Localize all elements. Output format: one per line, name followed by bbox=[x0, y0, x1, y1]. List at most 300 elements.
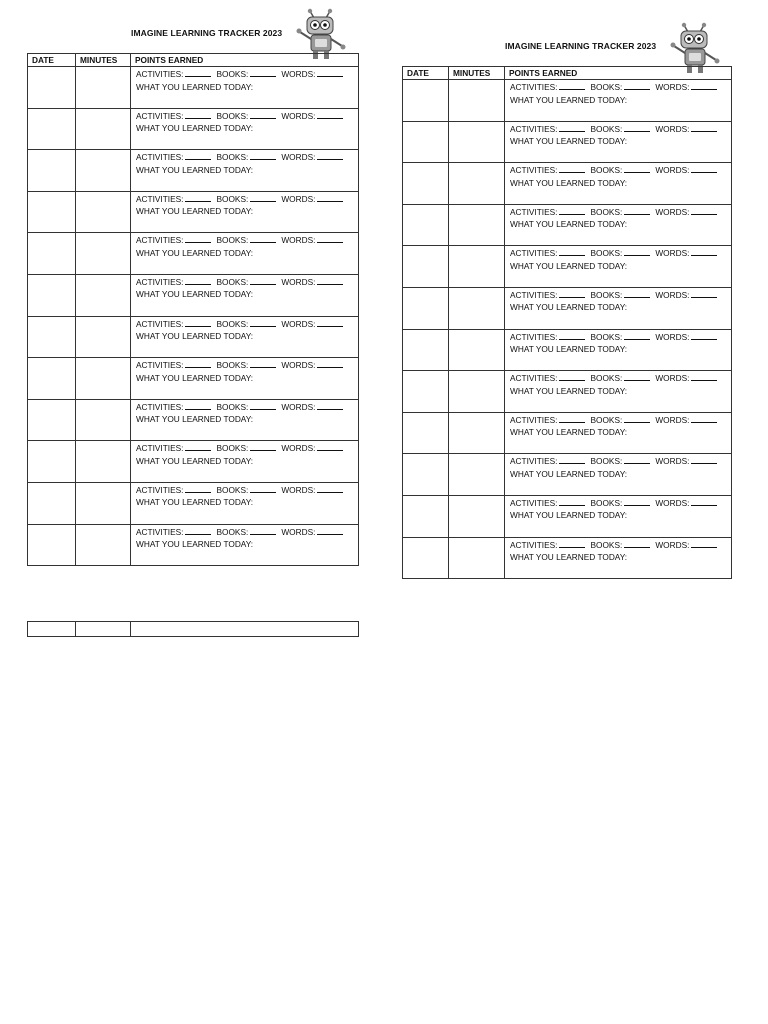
words-blank[interactable] bbox=[691, 164, 717, 173]
books-blank[interactable] bbox=[250, 193, 276, 202]
books-blank[interactable] bbox=[250, 401, 276, 410]
activities-label: ACTIVITIES: bbox=[510, 331, 558, 342]
learned-today-label: WHAT YOU LEARNED TODAY: bbox=[510, 219, 628, 230]
date-cell[interactable] bbox=[403, 121, 449, 163]
counts-line bbox=[510, 206, 731, 219]
words-label: WORDS: bbox=[281, 193, 316, 204]
date-cell[interactable] bbox=[403, 246, 449, 288]
minutes-cell[interactable] bbox=[76, 441, 131, 483]
date-cell[interactable] bbox=[28, 150, 76, 192]
table-row bbox=[28, 108, 359, 150]
learned-today-label: WHAT YOU LEARNED TODAY: bbox=[136, 123, 254, 134]
minutes-cell[interactable] bbox=[449, 80, 505, 122]
counts-line bbox=[136, 401, 358, 414]
points-cell[interactable] bbox=[505, 454, 732, 496]
learned-today-label: WHAT YOU LEARNED TODAY: bbox=[510, 468, 628, 479]
books-label: BOOKS: bbox=[216, 318, 249, 329]
books-label: BOOKS: bbox=[590, 206, 623, 217]
activities-blank[interactable] bbox=[559, 206, 585, 215]
date-cell[interactable] bbox=[28, 108, 76, 150]
words-blank[interactable] bbox=[691, 455, 717, 464]
activities-label: ACTIVITIES: bbox=[510, 206, 558, 217]
words-label: WORDS: bbox=[655, 206, 690, 217]
date-cell[interactable] bbox=[403, 329, 449, 371]
counts-line bbox=[136, 318, 358, 331]
learned-today-label: WHAT YOU LEARNED TODAY: bbox=[510, 177, 628, 188]
points-column-header: POINTS EARNED bbox=[505, 67, 732, 80]
table-row bbox=[403, 329, 732, 371]
words-blank[interactable] bbox=[317, 276, 343, 285]
words-label: WORDS: bbox=[655, 165, 690, 176]
table-row bbox=[28, 274, 359, 316]
activities-label: ACTIVITIES: bbox=[510, 165, 558, 176]
sheet-title: IMAGINE LEARNING TRACKER 2023 bbox=[131, 28, 283, 38]
counts-line bbox=[136, 193, 358, 206]
activities-blank[interactable] bbox=[185, 442, 211, 451]
activities-blank[interactable] bbox=[185, 318, 211, 327]
words-blank[interactable] bbox=[317, 401, 343, 410]
books-blank[interactable] bbox=[624, 164, 650, 173]
books-blank[interactable] bbox=[624, 539, 650, 548]
words-blank[interactable] bbox=[317, 318, 343, 327]
words-label: WORDS: bbox=[281, 276, 316, 287]
date-cell[interactable] bbox=[403, 537, 449, 579]
words-label: WORDS: bbox=[655, 373, 690, 384]
counts-line bbox=[510, 331, 731, 344]
date-cell[interactable] bbox=[28, 358, 76, 400]
books-label: BOOKS: bbox=[590, 165, 623, 176]
activities-label: ACTIVITIES: bbox=[510, 248, 558, 259]
points-cell[interactable] bbox=[131, 191, 359, 233]
words-label: WORDS: bbox=[655, 497, 690, 508]
table-row bbox=[28, 524, 359, 566]
activities-label: ACTIVITIES: bbox=[136, 110, 184, 121]
table-row bbox=[28, 482, 359, 524]
minutes-cell[interactable] bbox=[449, 537, 505, 579]
activities-blank[interactable] bbox=[185, 110, 211, 119]
points-cell[interactable] bbox=[505, 495, 732, 537]
books-label: BOOKS: bbox=[590, 289, 623, 300]
activities-blank[interactable] bbox=[559, 289, 585, 298]
words-blank[interactable] bbox=[691, 414, 717, 423]
date-cell[interactable] bbox=[28, 233, 76, 275]
minutes-cell[interactable] bbox=[449, 246, 505, 288]
counts-line bbox=[136, 151, 358, 164]
counts-line bbox=[510, 81, 731, 94]
books-label: BOOKS: bbox=[590, 373, 623, 384]
books-label: BOOKS: bbox=[216, 69, 249, 79]
points-cell[interactable] bbox=[505, 287, 732, 329]
minutes-cell[interactable] bbox=[449, 121, 505, 163]
activities-blank[interactable] bbox=[559, 164, 585, 173]
activities-blank[interactable] bbox=[185, 484, 211, 493]
counts-line bbox=[510, 164, 731, 177]
books-blank[interactable] bbox=[624, 206, 650, 215]
words-blank[interactable] bbox=[317, 151, 343, 160]
books-label: BOOKS: bbox=[590, 456, 623, 467]
books-blank[interactable] bbox=[624, 372, 650, 381]
date-cell[interactable] bbox=[28, 441, 76, 483]
words-label: WORDS: bbox=[281, 443, 316, 454]
activities-label: ACTIVITIES: bbox=[510, 82, 558, 92]
words-blank[interactable] bbox=[691, 81, 717, 90]
words-label: WORDS: bbox=[655, 82, 690, 92]
minutes-column-header: MINUTES bbox=[449, 67, 505, 80]
words-label: WORDS: bbox=[281, 318, 316, 329]
words-label: WORDS: bbox=[655, 331, 690, 342]
counts-line bbox=[510, 414, 731, 427]
counts-line bbox=[136, 234, 358, 247]
table-row bbox=[403, 121, 732, 163]
books-label: BOOKS: bbox=[216, 110, 249, 121]
books-blank[interactable] bbox=[624, 247, 650, 256]
activities-blank[interactable] bbox=[185, 526, 211, 535]
words-blank[interactable] bbox=[691, 289, 717, 298]
learned-today-label: WHAT YOU LEARNED TODAY: bbox=[136, 289, 254, 300]
books-label: BOOKS: bbox=[216, 360, 249, 371]
counts-line bbox=[510, 123, 731, 136]
date-cell[interactable] bbox=[28, 524, 76, 566]
date-cell[interactable] bbox=[28, 482, 76, 524]
tracker-rows bbox=[403, 80, 732, 579]
books-label: BOOKS: bbox=[216, 484, 249, 495]
learned-today-label: WHAT YOU LEARNED TODAY: bbox=[510, 385, 628, 396]
learned-today-label: WHAT YOU LEARNED TODAY: bbox=[136, 497, 254, 508]
points-cell[interactable] bbox=[131, 67, 359, 109]
points-cell[interactable] bbox=[505, 371, 732, 413]
minutes-cell[interactable] bbox=[76, 358, 131, 400]
counts-line bbox=[136, 110, 358, 123]
words-blank[interactable] bbox=[317, 526, 343, 535]
activities-blank[interactable] bbox=[559, 123, 585, 132]
counts-line bbox=[510, 497, 731, 510]
activities-label: ACTIVITIES: bbox=[136, 318, 184, 329]
words-blank[interactable] bbox=[691, 539, 717, 548]
learned-today-label: WHAT YOU LEARNED TODAY: bbox=[136, 164, 254, 175]
points-cell[interactable] bbox=[131, 524, 359, 566]
words-blank[interactable] bbox=[317, 110, 343, 119]
points-cell[interactable] bbox=[505, 329, 732, 371]
minutes-column-header: MINUTES bbox=[76, 54, 131, 67]
activities-blank[interactable] bbox=[559, 455, 585, 464]
counts-line bbox=[136, 526, 358, 539]
activities-label: ACTIVITIES: bbox=[136, 276, 184, 287]
activities-blank[interactable] bbox=[559, 331, 585, 340]
words-label: WORDS: bbox=[655, 456, 690, 467]
activities-blank[interactable] bbox=[185, 68, 211, 77]
points-cell[interactable] bbox=[131, 399, 359, 441]
minutes-cell[interactable] bbox=[76, 191, 131, 233]
minutes-cell[interactable] bbox=[76, 274, 131, 316]
books-label: BOOKS: bbox=[216, 443, 249, 454]
learned-today-label: WHAT YOU LEARNED TODAY: bbox=[510, 94, 628, 105]
books-label: BOOKS: bbox=[590, 123, 623, 134]
words-label: WORDS: bbox=[655, 248, 690, 259]
activities-label: ACTIVITIES: bbox=[510, 373, 558, 384]
table-row bbox=[28, 67, 359, 109]
books-blank[interactable] bbox=[624, 331, 650, 340]
learned-today-label: WHAT YOU LEARNED TODAY: bbox=[136, 372, 254, 383]
books-blank[interactable] bbox=[250, 276, 276, 285]
books-label: BOOKS: bbox=[590, 414, 623, 425]
minutes-cell[interactable] bbox=[76, 233, 131, 275]
table-row bbox=[28, 191, 359, 233]
activities-label: ACTIVITIES: bbox=[136, 69, 184, 79]
activities-label: ACTIVITIES: bbox=[136, 193, 184, 204]
points-cell[interactable] bbox=[131, 441, 359, 483]
counts-line bbox=[510, 289, 731, 302]
activities-blank[interactable] bbox=[185, 359, 211, 368]
learned-today-label: WHAT YOU LEARNED TODAY: bbox=[136, 81, 254, 92]
points-cell[interactable] bbox=[131, 316, 359, 358]
table-row bbox=[28, 441, 359, 483]
extra-minutes-cell[interactable] bbox=[76, 622, 131, 637]
minutes-cell[interactable] bbox=[449, 329, 505, 371]
points-cell[interactable] bbox=[131, 150, 359, 192]
points-cell[interactable] bbox=[131, 233, 359, 275]
table-row bbox=[403, 204, 732, 246]
points-cell[interactable] bbox=[131, 108, 359, 150]
minutes-cell[interactable] bbox=[449, 495, 505, 537]
minutes-cell[interactable] bbox=[449, 163, 505, 205]
extra-points-cell[interactable] bbox=[131, 622, 359, 637]
learned-today-label: WHAT YOU LEARNED TODAY: bbox=[510, 552, 628, 563]
counts-line bbox=[510, 372, 731, 385]
date-column-header: DATE bbox=[403, 67, 449, 80]
points-cell[interactable] bbox=[131, 274, 359, 316]
points-cell[interactable] bbox=[505, 163, 732, 205]
words-blank[interactable] bbox=[691, 206, 717, 215]
counts-line bbox=[510, 247, 731, 260]
minutes-cell[interactable] bbox=[449, 412, 505, 454]
activities-label: ACTIVITIES: bbox=[136, 401, 184, 412]
words-blank[interactable] bbox=[691, 497, 717, 506]
tracker-table bbox=[27, 53, 359, 566]
activities-label: ACTIVITIES: bbox=[510, 123, 558, 134]
learned-today-label: WHAT YOU LEARNED TODAY: bbox=[136, 414, 254, 425]
books-blank[interactable] bbox=[250, 484, 276, 493]
date-cell[interactable] bbox=[28, 274, 76, 316]
books-label: BOOKS: bbox=[590, 248, 623, 259]
tracker-table bbox=[402, 66, 732, 579]
date-cell[interactable] bbox=[28, 316, 76, 358]
activities-blank[interactable] bbox=[185, 276, 211, 285]
table-row bbox=[403, 80, 732, 122]
learned-today-label: WHAT YOU LEARNED TODAY: bbox=[510, 510, 628, 521]
learned-today-label: WHAT YOU LEARNED TODAY: bbox=[510, 427, 628, 438]
learned-today-label: WHAT YOU LEARNED TODAY: bbox=[510, 344, 628, 355]
words-blank[interactable] bbox=[691, 372, 717, 381]
minutes-cell[interactable] bbox=[449, 287, 505, 329]
books-label: BOOKS: bbox=[216, 193, 249, 204]
activities-blank[interactable] bbox=[559, 372, 585, 381]
learned-today-label: WHAT YOU LEARNED TODAY: bbox=[510, 136, 628, 147]
books-label: BOOKS: bbox=[216, 526, 249, 537]
table-row bbox=[403, 246, 732, 288]
table-row bbox=[403, 537, 732, 579]
activities-label: ACTIVITIES: bbox=[510, 289, 558, 300]
books-blank[interactable] bbox=[250, 526, 276, 535]
points-column-header: POINTS EARNED bbox=[131, 54, 359, 67]
books-blank[interactable] bbox=[624, 414, 650, 423]
table-row bbox=[28, 316, 359, 358]
activities-label: ACTIVITIES: bbox=[510, 456, 558, 467]
minutes-cell[interactable] bbox=[76, 316, 131, 358]
activities-blank[interactable] bbox=[559, 81, 585, 90]
table-row bbox=[28, 399, 359, 441]
sheet-title: IMAGINE LEARNING TRACKER 2023 bbox=[505, 41, 657, 51]
activities-blank[interactable] bbox=[185, 401, 211, 410]
words-label: WORDS: bbox=[281, 360, 316, 371]
books-label: BOOKS: bbox=[216, 276, 249, 287]
counts-line bbox=[136, 68, 358, 81]
activities-blank[interactable] bbox=[559, 539, 585, 548]
table-row bbox=[403, 454, 732, 496]
words-label: WORDS: bbox=[655, 123, 690, 134]
points-cell[interactable] bbox=[505, 412, 732, 454]
counts-line bbox=[136, 484, 358, 497]
points-cell[interactable] bbox=[505, 537, 732, 579]
words-blank[interactable] bbox=[691, 123, 717, 132]
date-cell[interactable] bbox=[403, 163, 449, 205]
counts-line bbox=[136, 359, 358, 372]
activities-label: ACTIVITIES: bbox=[136, 443, 184, 454]
tracker-rows bbox=[28, 67, 359, 566]
learned-today-label: WHAT YOU LEARNED TODAY: bbox=[136, 206, 254, 217]
books-blank[interactable] bbox=[250, 68, 276, 77]
activities-blank[interactable] bbox=[559, 497, 585, 506]
activities-blank[interactable] bbox=[559, 414, 585, 423]
books-label: BOOKS: bbox=[590, 497, 623, 508]
words-label: WORDS: bbox=[281, 526, 316, 537]
extra-empty-row bbox=[27, 621, 359, 637]
date-cell[interactable] bbox=[403, 287, 449, 329]
table-header-row bbox=[28, 54, 359, 67]
books-blank[interactable] bbox=[250, 318, 276, 327]
date-cell[interactable] bbox=[403, 204, 449, 246]
table-row bbox=[28, 150, 359, 192]
books-blank[interactable] bbox=[250, 234, 276, 243]
table-row bbox=[403, 371, 732, 413]
points-cell[interactable] bbox=[505, 121, 732, 163]
activities-label: ACTIVITIES: bbox=[136, 360, 184, 371]
learned-today-label: WHAT YOU LEARNED TODAY: bbox=[136, 331, 254, 342]
words-label: WORDS: bbox=[655, 289, 690, 300]
words-blank[interactable] bbox=[691, 331, 717, 340]
date-cell[interactable] bbox=[403, 80, 449, 122]
words-blank[interactable] bbox=[317, 68, 343, 77]
books-blank[interactable] bbox=[624, 123, 650, 132]
minutes-cell[interactable] bbox=[449, 204, 505, 246]
activities-label: ACTIVITIES: bbox=[510, 497, 558, 508]
words-label: WORDS: bbox=[281, 484, 316, 495]
extra-date-cell[interactable] bbox=[28, 622, 76, 637]
table-row bbox=[28, 233, 359, 275]
books-label: BOOKS: bbox=[590, 539, 623, 550]
minutes-cell[interactable] bbox=[76, 150, 131, 192]
books-label: BOOKS: bbox=[216, 152, 249, 163]
counts-line bbox=[510, 539, 731, 552]
date-cell[interactable] bbox=[403, 454, 449, 496]
learned-today-label: WHAT YOU LEARNED TODAY: bbox=[136, 455, 254, 466]
books-label: BOOKS: bbox=[216, 235, 249, 246]
words-blank[interactable] bbox=[317, 193, 343, 202]
learned-today-label: WHAT YOU LEARNED TODAY: bbox=[510, 302, 628, 313]
activities-label: ACTIVITIES: bbox=[510, 539, 558, 550]
activities-blank[interactable] bbox=[559, 247, 585, 256]
books-blank[interactable] bbox=[624, 455, 650, 464]
learned-today-label: WHAT YOU LEARNED TODAY: bbox=[136, 539, 254, 550]
activities-label: ACTIVITIES: bbox=[136, 526, 184, 537]
words-blank[interactable] bbox=[317, 484, 343, 493]
learned-today-label: WHAT YOU LEARNED TODAY: bbox=[136, 247, 254, 258]
date-cell[interactable] bbox=[28, 191, 76, 233]
date-cell[interactable] bbox=[28, 399, 76, 441]
learned-today-label: WHAT YOU LEARNED TODAY: bbox=[510, 260, 628, 271]
activities-label: ACTIVITIES: bbox=[136, 235, 184, 246]
minutes-cell[interactable] bbox=[76, 482, 131, 524]
words-label: WORDS: bbox=[655, 414, 690, 425]
table-row bbox=[28, 358, 359, 400]
books-blank[interactable] bbox=[250, 151, 276, 160]
table-row bbox=[403, 412, 732, 454]
minutes-cell[interactable] bbox=[76, 108, 131, 150]
words-blank[interactable] bbox=[317, 359, 343, 368]
books-blank[interactable] bbox=[250, 110, 276, 119]
books-blank[interactable] bbox=[624, 289, 650, 298]
date-cell[interactable] bbox=[28, 67, 76, 109]
table-header-row bbox=[403, 67, 732, 80]
points-cell[interactable] bbox=[505, 246, 732, 288]
words-blank[interactable] bbox=[317, 442, 343, 451]
words-label: WORDS: bbox=[281, 110, 316, 121]
minutes-cell[interactable] bbox=[76, 399, 131, 441]
points-cell[interactable] bbox=[505, 80, 732, 122]
minutes-cell[interactable] bbox=[449, 454, 505, 496]
date-column-header: DATE bbox=[28, 54, 76, 67]
points-cell[interactable] bbox=[505, 204, 732, 246]
books-blank[interactable] bbox=[624, 81, 650, 90]
words-blank[interactable] bbox=[691, 247, 717, 256]
date-cell[interactable] bbox=[403, 495, 449, 537]
counts-line bbox=[136, 276, 358, 289]
activities-label: ACTIVITIES: bbox=[136, 152, 184, 163]
minutes-cell[interactable] bbox=[76, 67, 131, 109]
books-label: BOOKS: bbox=[590, 82, 623, 92]
minutes-cell[interactable] bbox=[449, 371, 505, 413]
points-cell[interactable] bbox=[131, 482, 359, 524]
words-label: WORDS: bbox=[281, 235, 316, 246]
words-label: WORDS: bbox=[281, 69, 316, 79]
books-blank[interactable] bbox=[250, 442, 276, 451]
counts-line bbox=[136, 442, 358, 455]
books-blank[interactable] bbox=[250, 359, 276, 368]
words-blank[interactable] bbox=[317, 234, 343, 243]
books-label: BOOKS: bbox=[216, 401, 249, 412]
activities-blank[interactable] bbox=[185, 151, 211, 160]
activities-label: ACTIVITIES: bbox=[136, 484, 184, 495]
minutes-cell[interactable] bbox=[76, 524, 131, 566]
books-label: BOOKS: bbox=[590, 331, 623, 342]
books-blank[interactable] bbox=[624, 497, 650, 506]
points-cell[interactable] bbox=[131, 358, 359, 400]
date-cell[interactable] bbox=[403, 412, 449, 454]
date-cell[interactable] bbox=[403, 371, 449, 413]
activities-blank[interactable] bbox=[185, 193, 211, 202]
table-row bbox=[403, 495, 732, 537]
activities-label: ACTIVITIES: bbox=[510, 414, 558, 425]
activities-blank[interactable] bbox=[185, 234, 211, 243]
